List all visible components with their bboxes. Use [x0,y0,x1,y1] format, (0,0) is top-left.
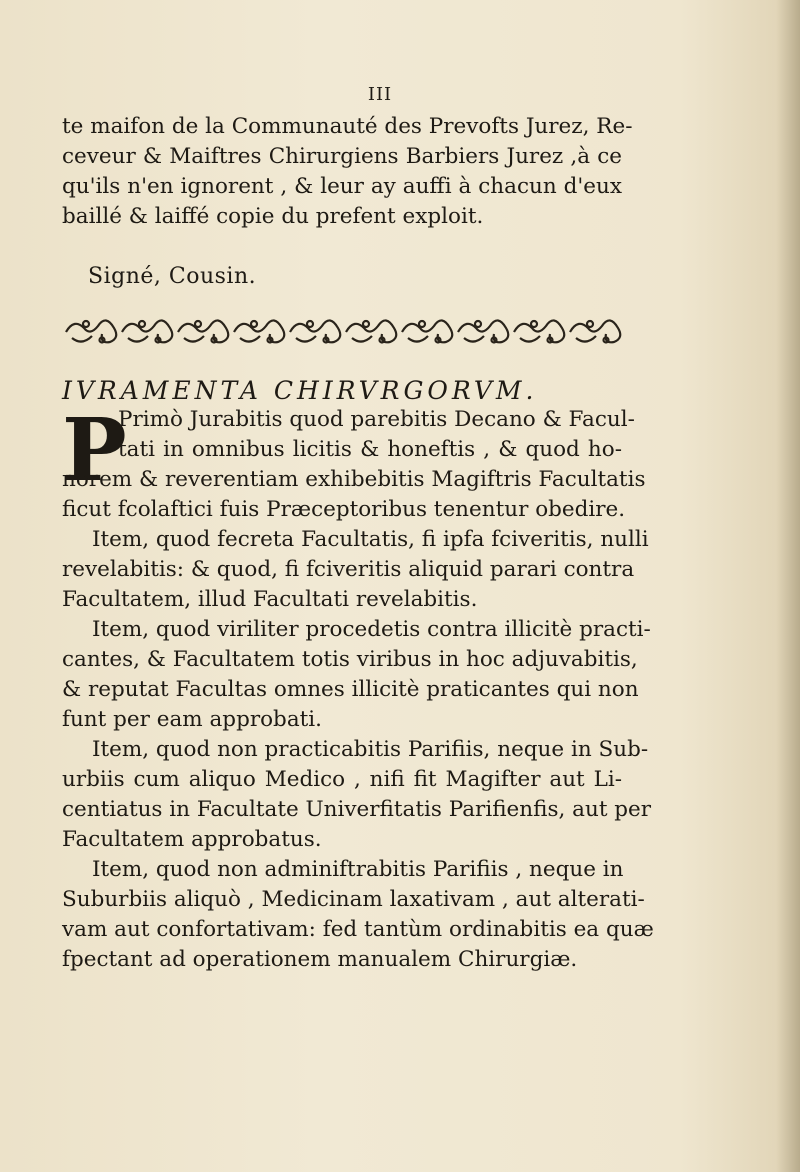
text-line: fpectant ad operationem manualem Chirurgiæ. [62,947,578,972]
page-number: III [367,84,393,105]
text-line: Item, quod non practicabitis Parifiis, neque in Sub- [92,737,649,762]
section-heading: IVRAMENTA CHIRVRGORVM. [62,376,538,405]
text-line: revelabitis: & quod, fi fciveritis aliquid parari contra [62,557,635,582]
text-line: norem & reverentiam exhibebitis Magiftris Facultatis [62,467,646,492]
text-line: ceveur & Maiftres Chirurgiens Barbiers Jurez ,à ce [62,144,622,169]
intro-paragraph [62,112,633,232]
ornament-band [62,312,622,352]
signature: Signé, Cousin. [88,264,257,289]
text-line: te maifon de la Communauté des Prevofts Jurez, Re- [62,114,633,139]
text-line: funt per eam approbati. [62,707,322,732]
text-line: & reputat Facultas omnes illicitè praticantes qui non [62,677,639,702]
text-line: Item, quod fecreta Facultatis, fi ipfa fciveritis, nulli [92,527,649,552]
text-line: Item, quod viriliter procedetis contra illicitè practi- [92,617,651,642]
text-line: baillé & laiffé copie du prefent exploit. [62,204,484,229]
text-line: vam aut confortativam: fed tantùm ordinabitis ea quæ [62,917,654,942]
drop-cap: P [62,400,127,501]
oath-body [62,400,654,975]
text-line: Suburbiis aliquò , Medicinam laxativam , aut alterati- [62,887,645,912]
text-line: centiatus in Facultate Univerfitatis Parifienfis, aut per [62,797,652,822]
text-line: Facultatem approbatus. [62,827,322,852]
text-line: cantes, & Facultatem totis viribus in hoc adjuvabitis, [62,647,638,672]
text-line: Item, quod non adminiftrabitis Parifiis , neque in [92,857,624,882]
text-line: Facultatem, illud Facultati revelabitis. [62,587,478,612]
text-line: urbiis cum aliquo Medico , nifi fit Magifter aut Li- [62,767,622,792]
text-line: tati in omnibus licitis & honeftis , & quod ho- [118,437,622,462]
text-line: Primò Jurabitis quod parebitis Decano & Facul- [118,407,635,432]
text-line: qu'ils n'en ignorent , & leur ay auffi à chacun d'eux [62,174,622,199]
text-line: ficut fcolaftici fuis Præceptoribus tenentur obedire. [62,497,626,522]
